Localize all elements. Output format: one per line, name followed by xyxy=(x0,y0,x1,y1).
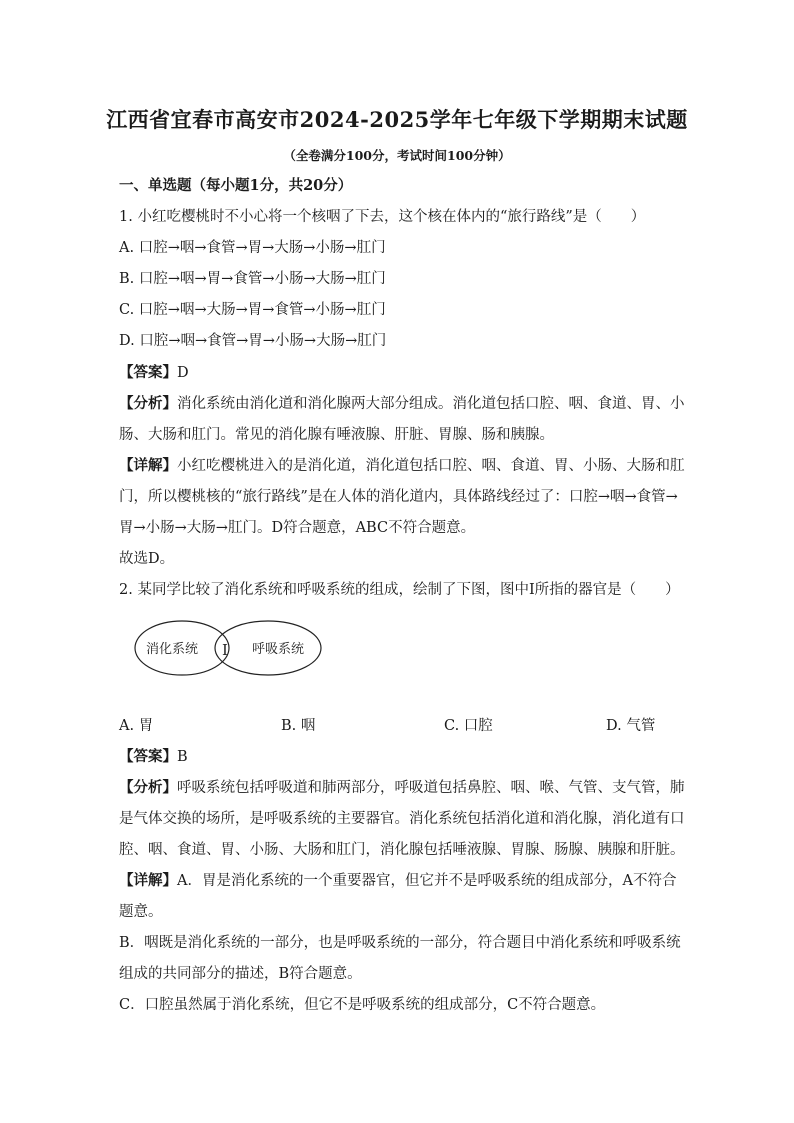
q2-stem: 2. 某同学比较了消化系统和呼吸系统的组成，绘制了下图，图中Ⅰ所指的器官是（ ） xyxy=(119,582,680,598)
q1-answer-value: D xyxy=(177,365,189,381)
q1-option-b: B. 口腔→咽→胃→食管→小肠→大肠→肛门 xyxy=(119,271,386,287)
q1-detail-tag: 【详解】 xyxy=(119,457,177,474)
q2-detail-text-1: A．胃是消化系统的一个重要器官，但它并不是呼吸系统的组成部分，A不符合 xyxy=(177,873,677,889)
q2-analysis-text-1: 呼吸系统包括呼吸道和肺两部分，呼吸道包括鼻腔、咽、喉、气管、支气管，肺 xyxy=(177,780,685,796)
q2-detail-line-4: 组成的共同部分的描述，B符合题意。 xyxy=(119,966,362,982)
q2-option-a: A. 胃 xyxy=(119,718,154,734)
q1-conclusion: 故选D。 xyxy=(119,551,175,567)
q1-option-c: C. 口腔→咽→大肠→胃→食管→小肠→肛门 xyxy=(119,302,386,318)
q1-detail-text-1: 小红吃樱桃进入的是消化道，消化道包括口腔、咽、食道、胃、小肠、大肠和肛 xyxy=(177,458,685,474)
q1-analysis-line-1 xyxy=(119,394,685,414)
q1-detail-line-3: 胃→小肠→大肠→肛门。D符合题意，ABC不符合题意。 xyxy=(119,520,476,536)
page-title: 江西省宜春市高安市2024-2025学年七年级下学期期末试题 xyxy=(106,107,688,132)
q2-detail-line-3: B．咽既是消化系统的一部分，也是呼吸系统的一部分，符合题目中消化系统和呼吸系统 xyxy=(119,935,681,951)
q2-detail-tag: 【详解】 xyxy=(119,872,177,889)
q1-detail-line-2: 门，所以樱桃核的“旅行路线”是在人体的消化道内，具体路线经过了：口腔→咽→食管→ xyxy=(119,489,678,505)
q2-detail-line-1 xyxy=(119,871,679,891)
q1-option-a: A. 口腔→咽→食管→胃→大肠→小肠→肛门 xyxy=(119,240,386,256)
q1-answer-tag: 【答案】 xyxy=(119,364,177,381)
venn-left-label: 消化系统 xyxy=(145,642,199,657)
q2-analysis-line-2: 是气体交换的场所，是呼吸系统的主要器官。消化系统包括消化道和消化腺，消化道有口 xyxy=(119,811,685,827)
q2-answer xyxy=(119,747,679,767)
venn-right-label: 呼吸系统 xyxy=(251,642,305,657)
q2-answer-tag: 【答案】 xyxy=(119,748,177,765)
q2-option-b: B. 咽 xyxy=(281,718,316,734)
q1-stem: 1. 小红吃樱桃时不小心将一个核咽了下去，这个核在体内的“旅行路线”是（ ） xyxy=(119,209,646,225)
q2-analysis-line-3: 腔、咽、食道、胃、小肠、大肠和肛门，消化腺包括唾液腺、胃腺、肠腺、胰腺和肝脏。 xyxy=(119,842,685,858)
q2-detail-line-2: 题意。 xyxy=(119,904,163,920)
q1-analysis-line-2: 肠、大肠和肛门。常见的消化腺有唾液腺、肝脏、胃腺、肠和胰腺。 xyxy=(119,427,554,443)
q2-analysis-line-1 xyxy=(119,778,685,798)
q1-analysis-tag: 【分析】 xyxy=(119,395,177,412)
section-heading: 一、单选题（每小题1分，共20分） xyxy=(119,177,353,194)
venn-diagram xyxy=(130,615,330,681)
venn-center-label: Ⅰ xyxy=(222,641,228,659)
q2-option-c: C. 口腔 xyxy=(444,718,493,734)
q2-option-d: D. 气管 xyxy=(606,718,656,734)
q2-answer-value: B xyxy=(177,749,188,765)
q2-analysis-tag: 【分析】 xyxy=(119,779,177,796)
page-subtitle: （全卷满分100分，考试时间100分钟） xyxy=(283,148,511,163)
q1-detail-line-1 xyxy=(119,456,685,476)
q1-answer xyxy=(119,363,679,383)
q2-detail-line-5: C．口腔虽然属于消化系统，但它不是呼吸系统的组成部分，C不符合题意。 xyxy=(119,997,606,1013)
q1-option-d: D. 口腔→咽→食管→胃→小肠→大肠→肛门 xyxy=(119,333,387,349)
q1-analysis-text-1: 消化系统由消化道和消化腺两大部分组成。消化道包括口腔、咽、食道、胃、小 xyxy=(177,396,685,412)
